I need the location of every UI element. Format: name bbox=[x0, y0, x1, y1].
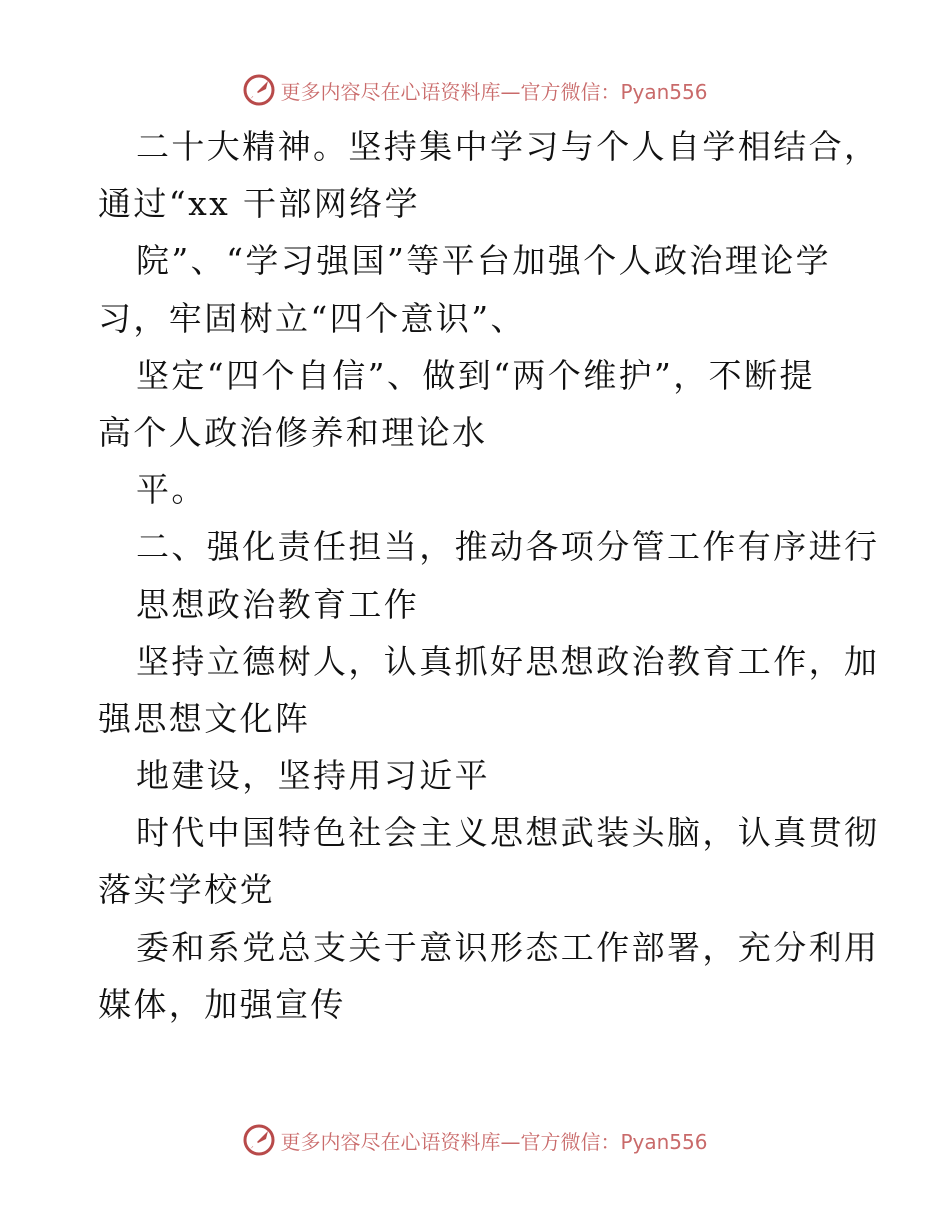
text-line: 平。 bbox=[136, 470, 207, 510]
text-line: 地建设，坚持用习近平 bbox=[136, 756, 490, 796]
text-line: 习，牢固树立“四个意识”、 bbox=[98, 298, 526, 338]
text-line: 委和系党总支关于意识形态工作部署，充分利用 bbox=[136, 927, 880, 967]
footer-banner bbox=[0, 1120, 950, 1160]
text-line: 时代中国特色社会主义思想武装头脑，认真贯彻 bbox=[136, 813, 880, 853]
banner-text: 更多内容尽在心语资料库—官方微信：Pyan556 bbox=[280, 1129, 708, 1154]
banner-text: 更多内容尽在心语资料库—官方微信：Pyan556 bbox=[280, 79, 708, 104]
text-line: 强思想文化阵 bbox=[98, 698, 311, 738]
document-body bbox=[98, 118, 880, 1033]
text-line: 高个人政治修养和理论水 bbox=[98, 412, 488, 452]
section-heading: 二、强化责任担当，推动各项分管工作有序进行 bbox=[136, 527, 880, 567]
quill-seal-icon bbox=[242, 1123, 276, 1157]
text-line: 落实学校党 bbox=[98, 870, 275, 910]
text-line: 院”、“学习强国”等平台加强个人政治理论学 bbox=[136, 241, 832, 281]
quill-seal-icon bbox=[242, 73, 276, 107]
text-line: 坚定“四个自信”、做到“两个维护”，不断提 bbox=[136, 355, 815, 395]
header-banner bbox=[0, 70, 950, 110]
text-line: 坚持立德树人，认真抓好思想政治教育工作，加 bbox=[136, 641, 880, 681]
text-line: 通过“xx 干部网络学 bbox=[98, 184, 420, 224]
subsection-heading: 思想政治教育工作 bbox=[136, 584, 420, 624]
text-line: 二十大精神。坚持集中学习与个人自学相结合， bbox=[136, 127, 880, 166]
text-line: 媒体，加强宣传 bbox=[98, 984, 346, 1024]
